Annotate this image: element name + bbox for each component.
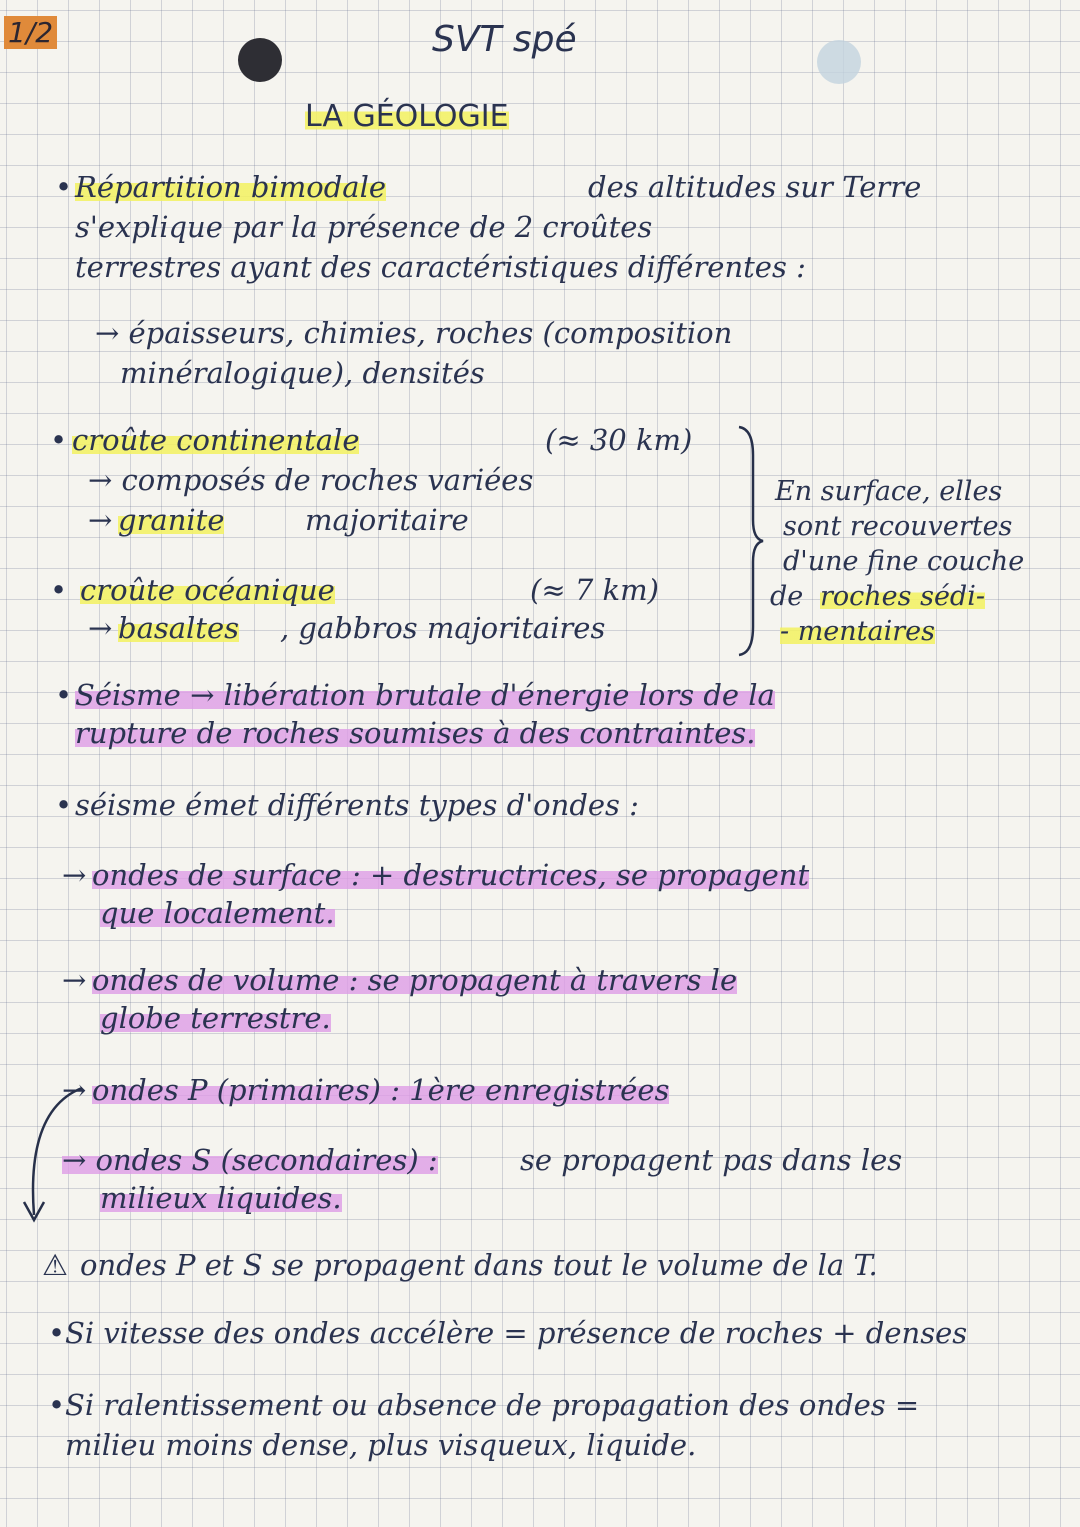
text-line: → épaisseurs, chimies, roches (composition (95, 316, 733, 350)
side-note: sont recouvertes (783, 511, 1013, 542)
text-line: croûte continentale (72, 423, 360, 457)
bullet: • (55, 678, 73, 712)
text-line: (≈ 30 km) (545, 423, 693, 457)
side-note: roches sédi- (820, 581, 985, 612)
text-line: rupture de roches soumises à des contraintes. (75, 716, 756, 750)
side-note: de (770, 581, 804, 612)
bullet: • (48, 1316, 66, 1350)
text-line: basaltes (118, 611, 239, 645)
text-line: → ondes S (secondaires) : (62, 1143, 438, 1177)
bullet: • (55, 788, 73, 822)
text-line: Séisme → libération brutale d'énergie lors de la (75, 678, 775, 712)
text-line: granite (118, 503, 225, 537)
text-line: → (88, 611, 113, 645)
text-line: Répartition bimodale (75, 170, 387, 204)
subject-heading: SVT spé (432, 19, 577, 60)
bullet: • (55, 170, 73, 204)
page-number: 1/2 (4, 16, 57, 49)
warning-icon: ⚠ (42, 1248, 68, 1282)
text-line: (≈ 7 km) (530, 573, 659, 607)
text-line: séisme émet différents types d'ondes : (75, 788, 639, 822)
bullet: • (50, 573, 68, 607)
text-line: que localement. (100, 896, 335, 930)
text-line: milieu moins dense, plus visqueux, liquide. (65, 1428, 697, 1462)
text-line: → (88, 503, 113, 537)
text-line: milieux liquides. (100, 1181, 342, 1215)
text-line: → (62, 858, 87, 892)
page-title: LA GÉOLOGIE (305, 99, 509, 134)
text-line: des altitudes sur Terre (588, 170, 922, 204)
side-note: d'une fine couche (783, 546, 1025, 577)
text-line: → composés de roches variées (88, 463, 534, 497)
side-note: - mentaires (780, 616, 935, 647)
bullet: • (50, 423, 68, 457)
bullet: • (48, 1388, 66, 1422)
text-line: ondes de volume : se propagent à travers le (92, 963, 738, 997)
punch-hole-reinforcement (817, 40, 861, 84)
text-line: → (62, 1073, 87, 1107)
text-line: Si ralentissement ou absence de propagation des ondes = (65, 1388, 920, 1422)
text-line: terrestres ayant des caractéristiques différentes : (75, 250, 806, 284)
text-line: ondes P (primaires) : 1ère enregistrées (92, 1073, 670, 1107)
text-line: Si vitesse des ondes accélère = présence de roches + denses (65, 1316, 968, 1350)
text-line: ondes P et S se propagent dans tout le volume de la T. (80, 1248, 878, 1282)
side-note: En surface, elles (775, 476, 1003, 507)
text-line: minéralogique), densités (120, 356, 485, 390)
text-line: ondes de surface : + destructrices, se propagent (92, 858, 810, 892)
text-line: → (62, 963, 87, 997)
text-line: globe terrestre. (100, 1001, 331, 1035)
text-line: s'explique par la présence de 2 croûtes (75, 210, 653, 244)
curved-arrow-icon (12, 1080, 92, 1230)
curly-brace (735, 425, 765, 657)
text-line: majoritaire (305, 503, 469, 537)
text-line: croûte océanique (80, 573, 335, 607)
text-line: se propagent pas dans les (520, 1143, 903, 1177)
punch-hole (238, 38, 282, 82)
text-line: , gabbros majoritaires (280, 611, 606, 645)
